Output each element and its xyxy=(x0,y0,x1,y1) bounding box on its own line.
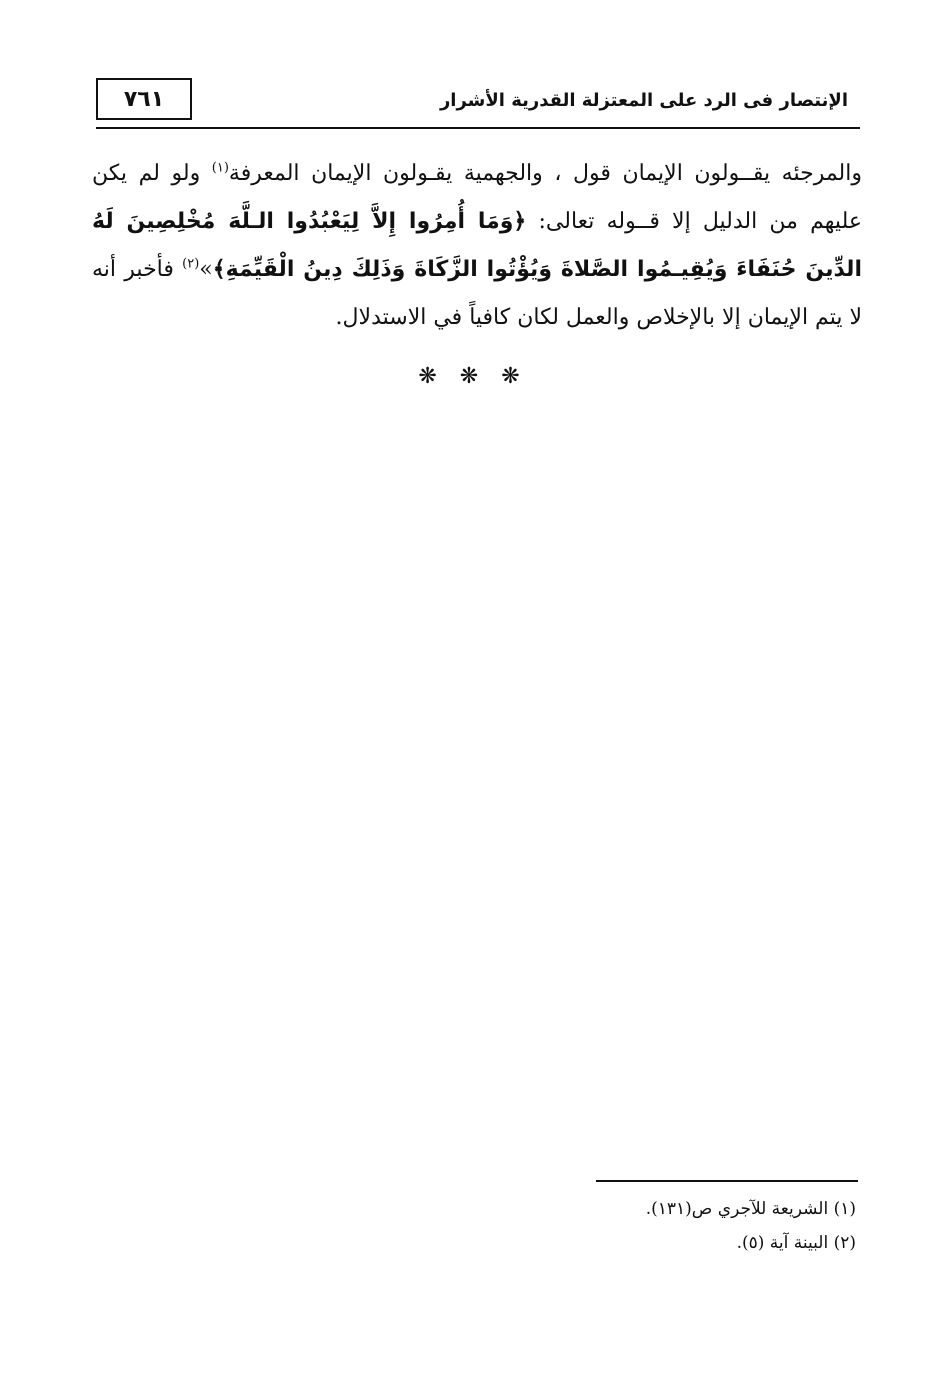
header-rule xyxy=(96,127,860,129)
footnote-2: (٢) البينة آية (٥). xyxy=(736,1233,856,1253)
footnote-ref-2: (٢) xyxy=(182,256,200,272)
body-text-segment: والمرجئه يقــولون الإيمان قول ، والجهمية يقـولون الإيمان المعرفة xyxy=(228,161,862,186)
section-separator: ❋ ❋ ❋ xyxy=(418,364,528,389)
page-number-text: ٧٦١ xyxy=(123,86,165,112)
footnote-1: (١) الشريعة للآجري ص(١٣١). xyxy=(645,1199,856,1219)
footnote-rule xyxy=(596,1180,858,1182)
running-title: الإنتصار فى الرد على المعتزلة القدرية الأشرار xyxy=(439,90,848,111)
footnotes xyxy=(356,1192,856,1260)
body-text-segment: فأخبر أنه لا يتم الإيمان إلا بالإخلاص والعمل لكان كافياً في الاستدلال. xyxy=(92,257,862,330)
quran-verse: ﴿وَمَا أُمِرُوا إِلاَّ لِيَعْبُدُوا الـلَّهَ مُخْلِصِينَ لَهُ الدِّينَ حُنَفَاءَ وَيُقِيـمُوا الصَّلاةَ وَيُؤْتُوا الزَّكَاةَ وَذَلِكَ دِينُ الْقَيِّمَةِ﴾ xyxy=(92,209,862,282)
body-paragraph xyxy=(92,150,862,342)
body-text-segment: ولو لم يكن عليهم من الدليل إلا قــوله تعالى: xyxy=(92,161,862,234)
footnote-ref-1: (١) xyxy=(211,160,229,176)
closing-quote: » xyxy=(199,257,213,282)
page-number xyxy=(96,78,192,120)
